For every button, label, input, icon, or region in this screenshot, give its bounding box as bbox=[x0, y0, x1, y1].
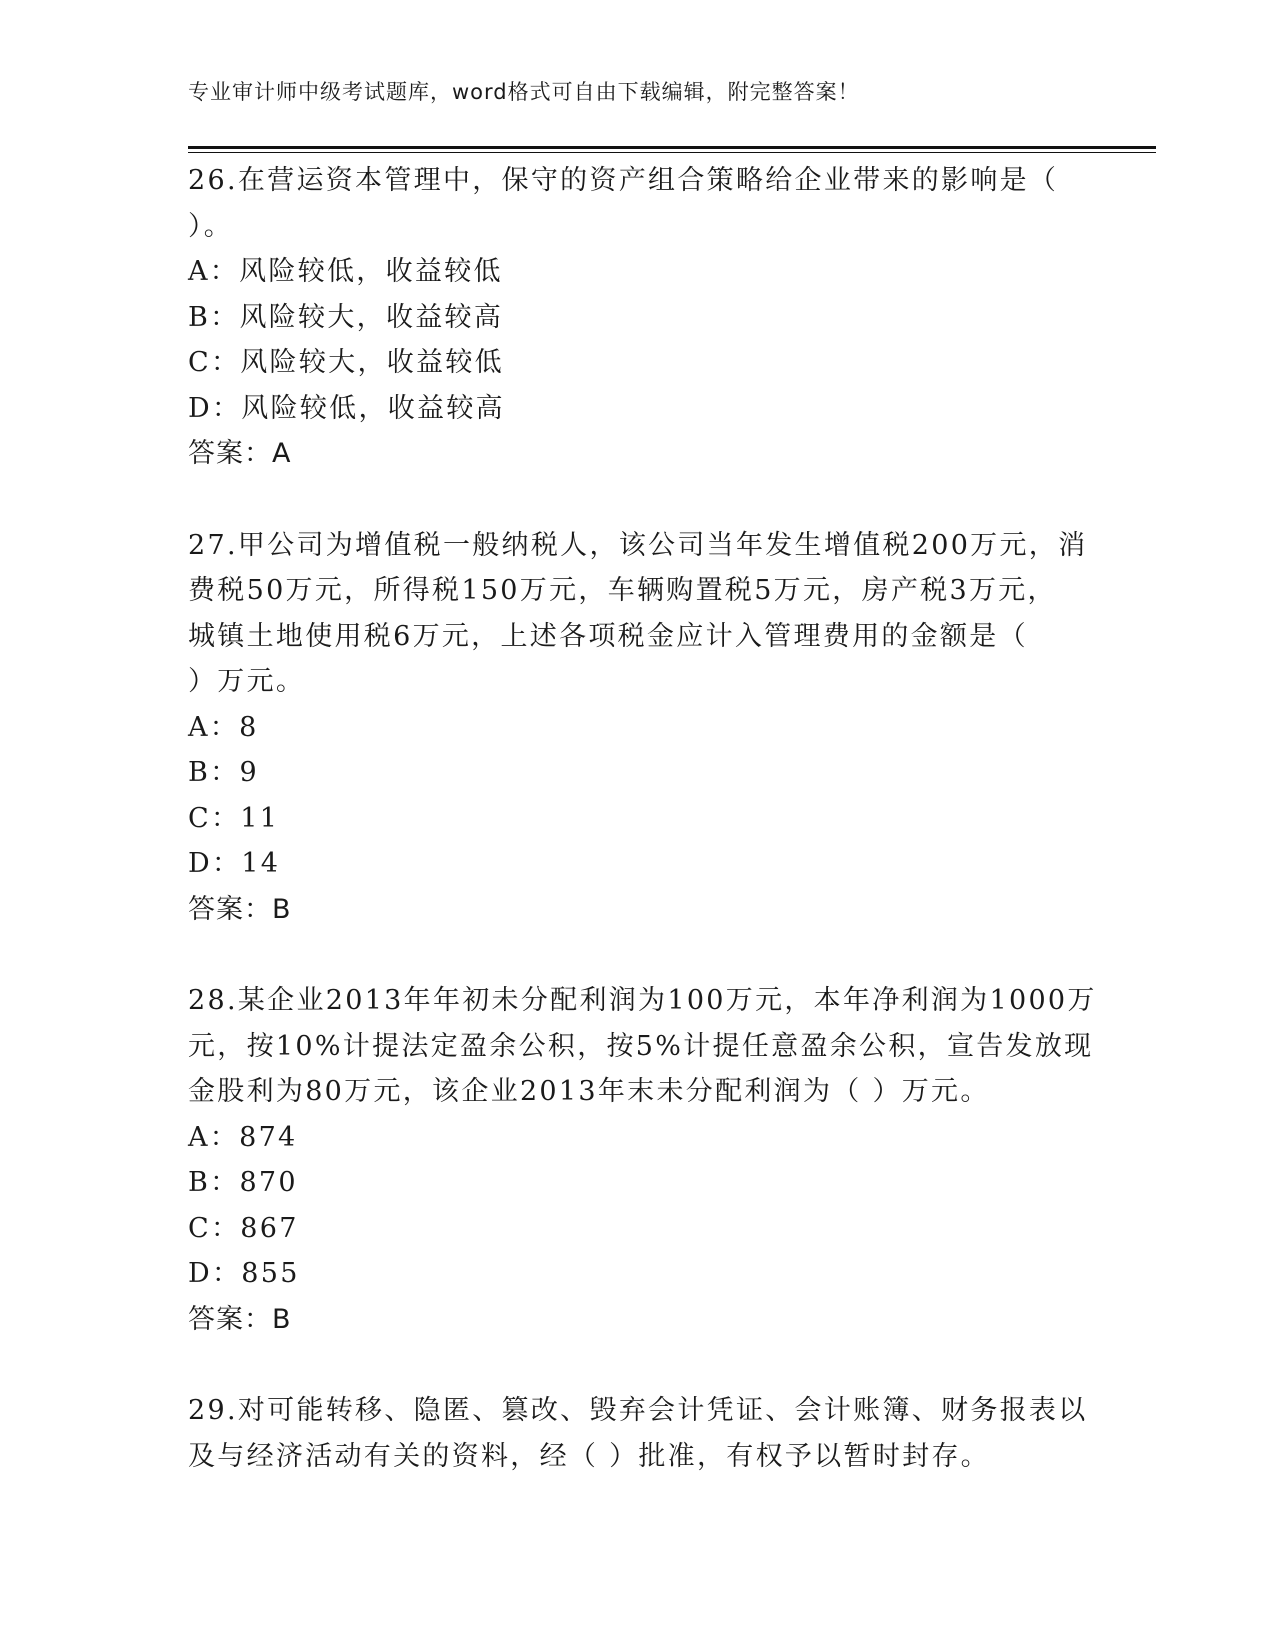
question-27 bbox=[188, 523, 1088, 933]
question-29 bbox=[188, 1388, 1088, 1479]
option-c: C：11 bbox=[188, 802, 280, 834]
question-stem-line: 城镇土地使用税6万元，上述各项税金应计入管理费用的金额是（ bbox=[188, 620, 1028, 652]
question-stem-line: 27.甲公司为增值税一般纳税人，该公司当年发生增值税200万元，消 bbox=[188, 529, 1088, 561]
option-b: B：9 bbox=[188, 757, 259, 788]
answer-line: 答案：A bbox=[188, 438, 292, 469]
spacer bbox=[188, 1342, 1088, 1388]
page-header: 专业审计师中级考试题库，word格式可自由下载编辑，附完整答案！ bbox=[188, 80, 860, 104]
option-a: A：风险较低，收益较低 bbox=[188, 256, 503, 287]
question-stem-line: ）万元。 bbox=[188, 666, 306, 697]
option-b: B：风险较大，收益较高 bbox=[188, 301, 504, 333]
answer-line: 答案：B bbox=[188, 1303, 292, 1335]
question-stem-line: 费税50万元，所得税150万元，车辆购置税5万元，房产税3万元， bbox=[188, 575, 1057, 606]
option-c: C：风险较大，收益较低 bbox=[188, 347, 504, 378]
option-a: A：8 bbox=[188, 711, 259, 743]
question-28 bbox=[188, 978, 1097, 1342]
question-stem-line: 29.对可能转移、隐匿、篡改、毁弃会计凭证、会计账簿、财务报表以 bbox=[188, 1395, 1088, 1426]
option-b: B：870 bbox=[188, 1167, 298, 1198]
question-stem-line: ）。 bbox=[188, 210, 234, 242]
header-divider-thin bbox=[188, 152, 1156, 153]
header-divider-thick bbox=[188, 146, 1156, 149]
question-stem-line: 26.在营运资本管理中，保守的资产组合策略给企业带来的影响是（ bbox=[188, 165, 1059, 196]
question-list bbox=[188, 158, 1097, 1479]
option-c: C：867 bbox=[188, 1212, 299, 1244]
question-26 bbox=[188, 158, 1088, 477]
option-d: D：风险较低，收益较高 bbox=[188, 392, 505, 424]
spacer bbox=[188, 477, 1088, 523]
question-stem-line: 28.某企业2013年年初未分配利润为100万元，本年净利润为1000万 bbox=[188, 985, 1097, 1016]
spacer bbox=[188, 932, 1088, 978]
answer-line: 答案：B bbox=[188, 893, 292, 925]
question-stem-line: 元，按10%计提法定盈余公积，按5%计提任意盈余公积，宣告发放现 bbox=[188, 1030, 1094, 1062]
option-d: D：855 bbox=[188, 1258, 300, 1289]
option-a: A：874 bbox=[188, 1121, 298, 1153]
option-d: D：14 bbox=[188, 848, 281, 879]
question-stem-line: 金股利为80万元，该企业2013年末未分配利润为（ ）万元。 bbox=[188, 1076, 990, 1107]
question-stem-line: 及与经济活动有关的资料，经（ ）批准，有权予以暂时封存。 bbox=[188, 1440, 990, 1472]
